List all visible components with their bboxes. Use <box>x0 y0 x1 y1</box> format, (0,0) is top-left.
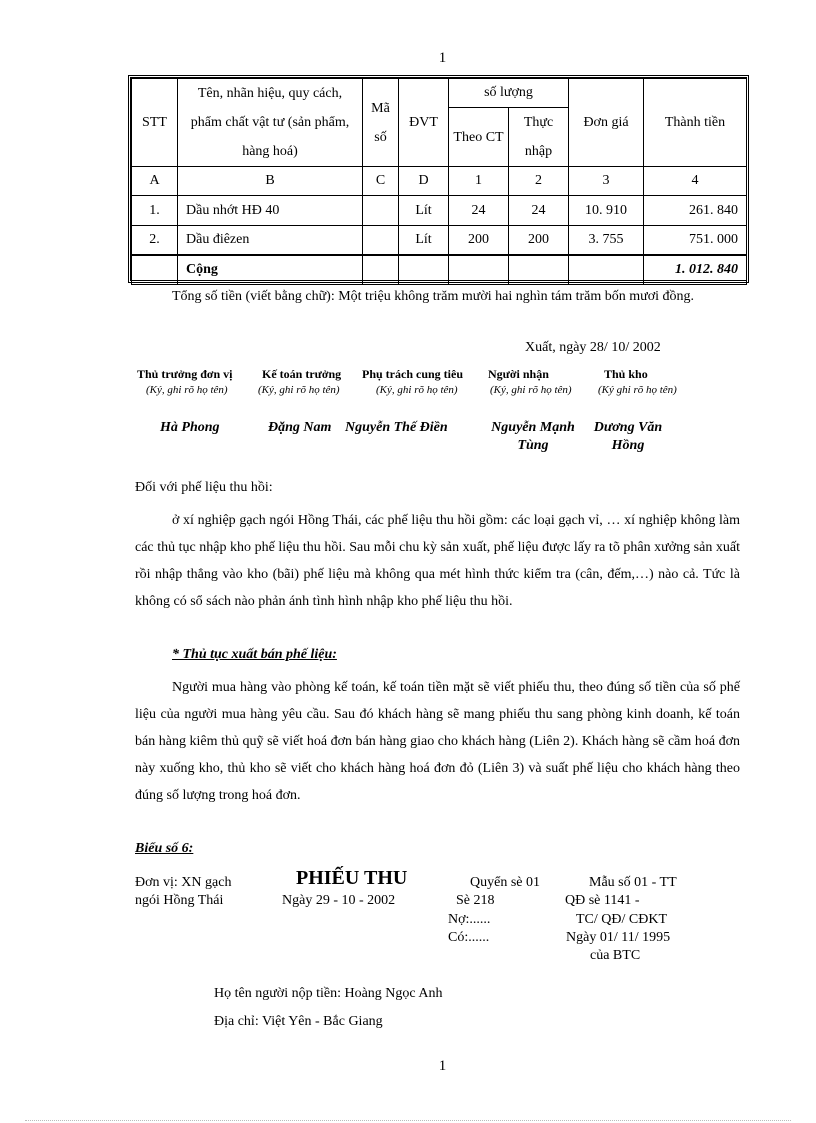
code-cell: 2 <box>509 167 569 196</box>
receipt-address: Địa chỉ: Việt Yên - Bắc Giang <box>214 1014 383 1029</box>
row-name: Dầu nhớt HĐ 40 <box>178 196 363 226</box>
sig-name-3: Nguyễn Thế Điền <box>345 420 448 435</box>
code-cell: C <box>363 167 399 196</box>
total-row <box>132 255 747 285</box>
header-dvt: ĐVT <box>399 79 449 167</box>
form-label: Biểu số 6: <box>135 841 194 856</box>
receipt-book: Quyển sè 01 <box>470 875 540 890</box>
row-don-gia: 3. 755 <box>569 226 644 256</box>
amount-in-words: Tổng số tiền (viết bằng chữ): Một triệu không trăm mười hai nghìn tám trăm bốn mươi đồng. <box>172 289 695 304</box>
header-theo-ct: Theo CT <box>449 108 509 167</box>
sig-name-4: Nguyễn Mạnh Tùng <box>491 420 575 453</box>
row-ma-so <box>363 196 399 226</box>
receipt-payer: Họ tên người nộp tiền: Hoàng Ngọc Anh <box>214 986 443 1001</box>
row-dvt: Lít <box>399 226 449 256</box>
sig-title-4: Người nhận <box>488 367 549 381</box>
row-don-gia: 10. 910 <box>569 196 644 226</box>
table-row <box>132 226 747 256</box>
receipt-unit-line1: Đơn vị: XN gạch <box>135 875 232 890</box>
row-thuc-nhap: 24 <box>509 196 569 226</box>
receipt-form-no: Mẫu số 01 - TT <box>589 875 677 890</box>
row-stt: 1. <box>132 196 178 226</box>
receipt-decision-2: TC/ QĐ/ CĐKT <box>576 912 667 927</box>
header-thuc-nhap: Thực nhập <box>509 108 569 167</box>
sig-note-5: (Ký ghi rõ họ tên) <box>598 384 677 396</box>
scrap-paragraph: ở xí nghiệp gạch ngói Hồng Thái, các phế liệu thu hồi gồm: các loại gạch vỉ, … xí nghiệp không làm các thủ tục nhập kho phế liệu thu hồi. Sau mỗi chu kỳ sản xuất, phế liệu được lấy ra tõ phân xưởng sản xuất rồi nhập thẳng vào kho (bãi) phế liệu mà không qua mét hình thức kiểm tra (cân, đếm,…) nào cả. Tức là không có sổ sách nào phản ánh tình hình nhập kho phế liệu thu hồi. <box>135 513 740 609</box>
sig-note-1: (Ký, ghi rõ họ tên) <box>146 384 228 396</box>
receipt-number: Sè 218 <box>456 893 495 908</box>
sig-name-2: Đặng Nam <box>268 420 332 435</box>
header-don-gia: Đơn giá <box>569 79 644 167</box>
header-thanh-tien: Thành tiền <box>644 79 747 167</box>
code-cell: 3 <box>569 167 644 196</box>
procedure-paragraph: Người mua hàng vào phòng kế toán, kế toán tiền mặt sẽ viết phiếu thu, theo đúng số tiền của số phế liệu của người mua hàng yêu cầu. Sau đó khách hàng sẽ mang phiếu thu sang phòng kinh doanh, kế toán bán hàng kiêm thủ quỹ sẽ viết hoá đơn bán hàng giao cho khách hàng (Liên 2). Khách hàng sẽ cầm hoá đơn này xuống kho, thủ kho sẽ viết cho khách hàng hoá đơn đỏ (Liên 3) và suất phế liệu cho khách hàng theo đúng số lượng trong hoá đơn. <box>135 680 740 803</box>
page-number-bottom: 1 <box>438 1058 447 1074</box>
header-so-luong: số lượng <box>449 79 569 108</box>
receipt-debit: Nợ:...... <box>448 912 491 927</box>
sig-title-3: Phụ trách cung tiêu <box>362 367 464 381</box>
date-line: Xuất, ngày 28/ 10/ 2002 <box>525 340 661 355</box>
code-cell: 4 <box>644 167 747 196</box>
receipt-decision-4: của BTC <box>590 948 641 963</box>
header-stt: STT <box>132 79 178 167</box>
row-thuc-nhap: 200 <box>509 226 569 256</box>
page-divider <box>25 1120 791 1121</box>
scrap-heading: Đối với phế liệu thu hồi: <box>135 480 273 495</box>
row-theo-ct: 24 <box>449 196 509 226</box>
header-name: Tên, nhãn hiệu, quy cách, phẩm chất vật tư (sản phẩm, hàng hoá) <box>178 79 363 167</box>
total-label: Cộng <box>178 255 363 285</box>
sig-title-2: Kế toán trưởng <box>262 367 342 381</box>
row-stt: 2. <box>132 226 178 256</box>
sig-title-5: Thủ kho <box>604 367 648 381</box>
receipt-date: Ngày 29 - 10 - 2002 <box>282 893 396 908</box>
sig-name-1: Hà Phong <box>160 420 220 435</box>
row-theo-ct: 200 <box>449 226 509 256</box>
total-value: 1. 012. 840 <box>644 255 747 285</box>
sig-note-2: (Ký, ghi rõ họ tên) <box>258 384 340 396</box>
code-cell: B <box>178 167 363 196</box>
receipt-unit-line2: ngói Hồng Thái <box>135 893 224 908</box>
row-ma-so <box>363 226 399 256</box>
header-ma-so: Mã số <box>363 79 399 167</box>
code-cell: 1 <box>449 167 509 196</box>
code-cell: A <box>132 167 178 196</box>
sig-name-5: Dương Văn Hồng <box>593 420 663 453</box>
receipt-decision-1: QĐ sè 1141 - <box>565 893 640 908</box>
sig-note-4: (Ký, ghi rõ họ tên) <box>490 384 572 396</box>
sig-title-1: Thủ trưởng đơn vị <box>137 367 233 381</box>
row-name: Dầu điêzen <box>178 226 363 256</box>
table-row <box>132 196 747 226</box>
row-thanh-tien: 261. 840 <box>644 196 747 226</box>
row-thanh-tien: 751. 000 <box>644 226 747 256</box>
procedure-heading: * Thủ tục xuất bán phế liệu: <box>172 647 337 662</box>
row-dvt: Lít <box>399 196 449 226</box>
code-cell: D <box>399 167 449 196</box>
goods-table <box>128 75 749 283</box>
page-number-top: 1 <box>438 50 447 66</box>
receipt-title: PHIẾU THU <box>296 867 408 889</box>
sig-note-3: (Ký, ghi rõ họ tên) <box>376 384 458 396</box>
receipt-credit: Có:...... <box>448 930 490 945</box>
receipt-decision-3: Ngày 01/ 11/ 1995 <box>566 930 671 945</box>
